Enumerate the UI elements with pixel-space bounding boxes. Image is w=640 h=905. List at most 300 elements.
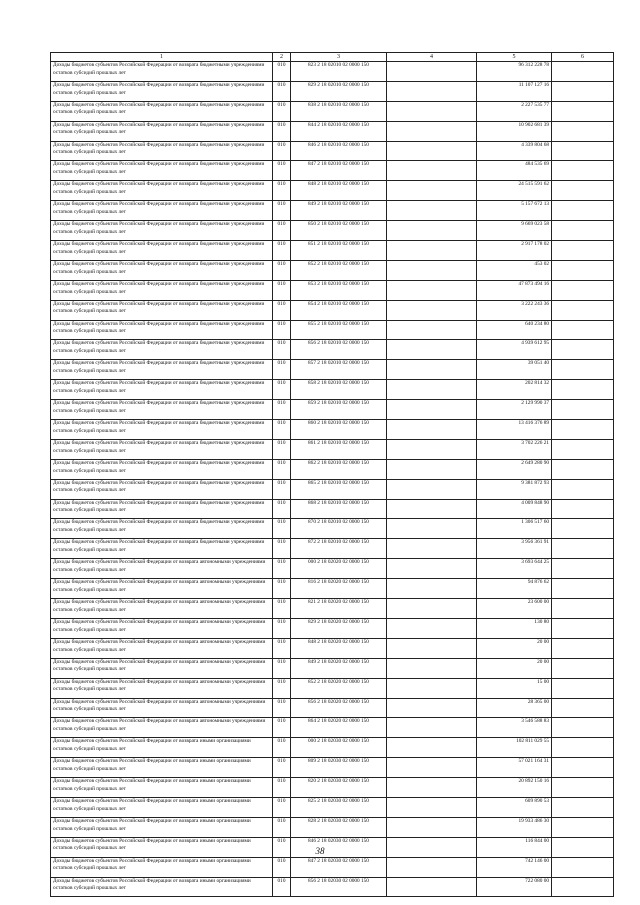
table-row xyxy=(51,459,614,479)
row-description: Доходы бюджетов субъектов Российской Федерации от возврата бюджетными учреждениями остатков субсидий прошлых лет xyxy=(51,539,273,559)
row-description: Доходы бюджетов субъектов Российской Федерации от возврата иными организациями остатков субсидий прошлых лет xyxy=(51,758,273,778)
row-col-6 xyxy=(552,340,614,360)
row-amount: 484 535 69 xyxy=(477,161,552,181)
row-amount: 202 814 32 xyxy=(477,380,552,400)
row-col-6 xyxy=(552,678,614,698)
table-row xyxy=(51,658,614,678)
row-col-4 xyxy=(387,479,477,499)
row-line-code: 010 xyxy=(273,101,291,121)
row-line-code: 010 xyxy=(273,360,291,380)
row-col-4 xyxy=(387,499,477,519)
row-amount: 2 917 178 02 xyxy=(477,241,552,261)
row-line-code: 010 xyxy=(273,420,291,440)
row-description: Доходы бюджетов субъектов Российской Федерации от возврата иными организациями остатков субсидий прошлых лет xyxy=(51,877,273,897)
row-budget-code: 847 2 18 02010 02 0000 150 xyxy=(291,161,387,181)
row-col-6 xyxy=(552,81,614,101)
row-col-6 xyxy=(552,201,614,221)
table-row xyxy=(51,519,614,539)
row-line-code: 010 xyxy=(273,439,291,459)
row-col-4 xyxy=(387,877,477,897)
row-description: Доходы бюджетов субъектов Российской Федерации от возврата бюджетными учреждениями остатков субсидий прошлых лет xyxy=(51,280,273,300)
row-budget-code: 820 2 18 02030 02 0000 150 xyxy=(291,778,387,798)
row-line-code: 010 xyxy=(273,121,291,141)
row-budget-code: 816 2 18 02020 02 0000 150 xyxy=(291,579,387,599)
row-description: Доходы бюджетов субъектов Российской Федерации от возврата бюджетными учреждениями остатков субсидий прошлых лет xyxy=(51,420,273,440)
table-row xyxy=(51,241,614,261)
table-row xyxy=(51,618,614,638)
row-col-6 xyxy=(552,638,614,658)
row-line-code: 010 xyxy=(273,678,291,698)
row-col-6 xyxy=(552,738,614,758)
row-col-6 xyxy=(552,519,614,539)
row-budget-code: 849 2 18 02020 02 0000 150 xyxy=(291,658,387,678)
row-description: Доходы бюджетов субъектов Российской Федерации от возврата автономными учреждениями остатков субсидий прошлых лет xyxy=(51,579,273,599)
row-description: Доходы бюджетов субъектов Российской Федерации от возврата бюджетными учреждениями остатков субсидий прошлых лет xyxy=(51,479,273,499)
header-col-4: 4 xyxy=(387,53,477,62)
row-line-code: 010 xyxy=(273,201,291,221)
row-line-code: 010 xyxy=(273,877,291,897)
row-description: Доходы бюджетов субъектов Российской Федерации от возврата иными организациями остатков субсидий прошлых лет xyxy=(51,738,273,758)
row-amount: 2 129 990 37 xyxy=(477,400,552,420)
row-amount: 19 933 486 30 xyxy=(477,817,552,837)
row-line-code: 010 xyxy=(273,618,291,638)
table-row xyxy=(51,599,614,619)
row-description: Доходы бюджетов субъектов Российской Федерации от возврата бюджетными учреждениями остатков субсидий прошлых лет xyxy=(51,241,273,261)
table-row xyxy=(51,559,614,579)
row-col-4 xyxy=(387,797,477,817)
row-col-6 xyxy=(552,479,614,499)
row-col-6 xyxy=(552,161,614,181)
row-col-4 xyxy=(387,360,477,380)
row-amount: 23 600 00 xyxy=(477,599,552,619)
row-col-6 xyxy=(552,400,614,420)
row-line-code: 010 xyxy=(273,599,291,619)
page-number: 38 xyxy=(315,846,325,856)
row-budget-code: 848 2 18 02010 02 0000 150 xyxy=(291,181,387,201)
row-budget-code: 862 2 18 02010 02 0000 150 xyxy=(291,459,387,479)
row-amount: 4 009 848 90 xyxy=(477,499,552,519)
row-budget-code: 856 2 18 02030 02 0000 150 xyxy=(291,877,387,897)
row-line-code: 010 xyxy=(273,797,291,817)
row-line-code: 010 xyxy=(273,559,291,579)
row-col-4 xyxy=(387,738,477,758)
table-row xyxy=(51,817,614,837)
row-col-6 xyxy=(552,141,614,161)
row-description: Доходы бюджетов субъектов Российской Федерации от возврата автономными учреждениями остатков субсидий прошлых лет xyxy=(51,698,273,718)
row-line-code: 010 xyxy=(273,181,291,201)
row-description: Доходы бюджетов субъектов Российской Федерации от возврата автономными учреждениями остатков субсидий прошлых лет xyxy=(51,618,273,638)
row-amount: 116 844 00 xyxy=(477,837,552,857)
row-line-code: 010 xyxy=(273,479,291,499)
row-line-code: 010 xyxy=(273,400,291,420)
row-description: Доходы бюджетов субъектов Российской Федерации от возврата бюджетными учреждениями остатков субсидий прошлых лет xyxy=(51,459,273,479)
row-budget-code: 828 2 18 02030 02 0000 150 xyxy=(291,817,387,837)
row-col-4 xyxy=(387,579,477,599)
row-line-code: 010 xyxy=(273,459,291,479)
row-col-4 xyxy=(387,559,477,579)
row-line-code: 010 xyxy=(273,380,291,400)
row-budget-code: 829 2 18 02010 02 0000 150 xyxy=(291,81,387,101)
header-col-5: 5 xyxy=(477,53,552,62)
row-budget-code: 855 2 18 02010 02 0000 150 xyxy=(291,320,387,340)
table-row xyxy=(51,539,614,559)
row-col-4 xyxy=(387,400,477,420)
row-col-6 xyxy=(552,439,614,459)
row-col-4 xyxy=(387,618,477,638)
row-col-6 xyxy=(552,758,614,778)
row-col-6 xyxy=(552,658,614,678)
row-amount: 5 157 672 13 xyxy=(477,201,552,221)
row-budget-code: 856 2 18 02010 02 0000 150 xyxy=(291,340,387,360)
row-description: Доходы бюджетов субъектов Российской Федерации от возврата автономными учреждениями остатков субсидий прошлых лет xyxy=(51,718,273,738)
row-col-6 xyxy=(552,778,614,798)
table-row xyxy=(51,638,614,658)
row-amount: 2 227 535 77 xyxy=(477,101,552,121)
row-line-code: 010 xyxy=(273,519,291,539)
table-row xyxy=(51,260,614,280)
row-description: Доходы бюджетов субъектов Российской Федерации от возврата бюджетными учреждениями остатков субсидий прошлых лет xyxy=(51,400,273,420)
row-col-4 xyxy=(387,539,477,559)
row-budget-code: 851 2 18 02010 02 0000 150 xyxy=(291,241,387,261)
row-amount: 3 956 361 91 xyxy=(477,539,552,559)
row-col-6 xyxy=(552,320,614,340)
row-budget-code: 864 2 18 02020 02 0000 150 xyxy=(291,718,387,738)
row-col-6 xyxy=(552,797,614,817)
row-col-4 xyxy=(387,62,477,82)
row-col-6 xyxy=(552,877,614,897)
row-col-4 xyxy=(387,380,477,400)
revenue-table xyxy=(50,52,614,897)
row-col-4 xyxy=(387,300,477,320)
row-col-6 xyxy=(552,420,614,440)
table-row xyxy=(51,738,614,758)
row-amount: 3 702 226 21 xyxy=(477,439,552,459)
row-line-code: 010 xyxy=(273,738,291,758)
row-amount: 4 339 804 68 xyxy=(477,141,552,161)
row-amount: 3 693 644 25 xyxy=(477,559,552,579)
row-col-4 xyxy=(387,161,477,181)
row-line-code: 010 xyxy=(273,320,291,340)
row-budget-code: 821 2 18 02020 02 0000 150 xyxy=(291,599,387,619)
row-budget-code: 847 2 18 02030 02 0000 150 xyxy=(291,857,387,877)
row-col-6 xyxy=(552,539,614,559)
row-description: Доходы бюджетов субъектов Российской Федерации от возврата бюджетными учреждениями остатков субсидий прошлых лет xyxy=(51,201,273,221)
row-line-code: 010 xyxy=(273,837,291,857)
row-col-6 xyxy=(552,380,614,400)
row-description: Доходы бюджетов субъектов Российской Федерации от возврата иными организациями остатков субсидий прошлых лет xyxy=(51,837,273,857)
row-budget-code: 852 2 18 02020 02 0000 150 xyxy=(291,678,387,698)
row-budget-code: 872 2 18 02010 02 0000 150 xyxy=(291,539,387,559)
row-amount: 47 873 494 16 xyxy=(477,280,552,300)
row-col-4 xyxy=(387,121,477,141)
table-row xyxy=(51,400,614,420)
row-amount: 742 146 00 xyxy=(477,857,552,877)
row-col-4 xyxy=(387,221,477,241)
row-description: Доходы бюджетов субъектов Российской Федерации от возврата бюджетными учреждениями остатков субсидий прошлых лет xyxy=(51,121,273,141)
table-row xyxy=(51,320,614,340)
row-budget-code: 000 2 18 02020 02 0000 150 xyxy=(291,559,387,579)
row-col-4 xyxy=(387,778,477,798)
row-amount: 20 00 xyxy=(477,638,552,658)
row-col-4 xyxy=(387,658,477,678)
row-col-4 xyxy=(387,280,477,300)
row-col-6 xyxy=(552,698,614,718)
row-line-code: 010 xyxy=(273,280,291,300)
row-col-6 xyxy=(552,260,614,280)
row-col-4 xyxy=(387,101,477,121)
row-amount: 3 546 588 83 xyxy=(477,718,552,738)
row-line-code: 010 xyxy=(273,81,291,101)
table-row xyxy=(51,280,614,300)
table-row xyxy=(51,221,614,241)
row-amount: 722 080 00 xyxy=(477,877,552,897)
row-budget-code: 868 2 18 02010 02 0000 150 xyxy=(291,499,387,519)
row-amount: 9 669 023 58 xyxy=(477,221,552,241)
row-description: Доходы бюджетов субъектов Российской Федерации от возврата бюджетными учреждениями остатков субсидий прошлых лет xyxy=(51,499,273,519)
header-row xyxy=(51,53,614,62)
row-amount: 11 107 127 16 xyxy=(477,81,552,101)
row-amount: 453 02 xyxy=(477,260,552,280)
table-row xyxy=(51,579,614,599)
row-amount: 102 811 029 55 xyxy=(477,738,552,758)
table-row xyxy=(51,101,614,121)
row-line-code: 010 xyxy=(273,857,291,877)
row-budget-code: 849 2 18 02010 02 0000 150 xyxy=(291,201,387,221)
row-col-4 xyxy=(387,241,477,261)
row-col-6 xyxy=(552,101,614,121)
row-line-code: 010 xyxy=(273,300,291,320)
row-amount: 57 021 164 31 xyxy=(477,758,552,778)
row-amount: 609 890 53 xyxy=(477,797,552,817)
header-col-1: 1 xyxy=(51,53,273,62)
row-description: Доходы бюджетов субъектов Российской Федерации от возврата автономными учреждениями остатков субсидий прошлых лет xyxy=(51,638,273,658)
table-row xyxy=(51,797,614,817)
row-col-4 xyxy=(387,519,477,539)
row-line-code: 010 xyxy=(273,62,291,82)
row-description: Доходы бюджетов субъектов Российской Федерации от возврата иными организациями остатков субсидий прошлых лет xyxy=(51,797,273,817)
row-description: Доходы бюджетов субъектов Российской Федерации от возврата автономными учреждениями остатков субсидий прошлых лет xyxy=(51,658,273,678)
row-col-4 xyxy=(387,857,477,877)
row-col-4 xyxy=(387,718,477,738)
table-row xyxy=(51,161,614,181)
table-row xyxy=(51,300,614,320)
row-line-code: 010 xyxy=(273,817,291,837)
row-col-4 xyxy=(387,638,477,658)
row-col-4 xyxy=(387,201,477,221)
row-col-4 xyxy=(387,758,477,778)
table-row xyxy=(51,81,614,101)
row-col-4 xyxy=(387,141,477,161)
row-budget-code: 857 2 18 02010 02 0000 150 xyxy=(291,360,387,380)
row-description: Доходы бюджетов субъектов Российской Федерации от возврата иными организациями остатков субсидий прошлых лет xyxy=(51,778,273,798)
row-col-6 xyxy=(552,181,614,201)
row-line-code: 010 xyxy=(273,141,291,161)
table-row xyxy=(51,420,614,440)
row-description: Доходы бюджетов субъектов Российской Федерации от возврата автономными учреждениями остатков субсидий прошлых лет xyxy=(51,559,273,579)
row-budget-code: 856 2 18 02020 02 0000 150 xyxy=(291,698,387,718)
row-description: Доходы бюджетов субъектов Российской Федерации от возврата бюджетными учреждениями остатков субсидий прошлых лет xyxy=(51,181,273,201)
row-description: Доходы бюджетов субъектов Российской Федерации от возврата бюджетными учреждениями остатков субсидий прошлых лет xyxy=(51,221,273,241)
row-line-code: 010 xyxy=(273,340,291,360)
row-line-code: 010 xyxy=(273,778,291,798)
row-col-4 xyxy=(387,599,477,619)
table-row xyxy=(51,678,614,698)
table-row xyxy=(51,718,614,738)
row-description: Доходы бюджетов субъектов Российской Федерации от возврата бюджетными учреждениями остатков субсидий прошлых лет xyxy=(51,439,273,459)
row-budget-code: 846 2 18 02030 02 0000 150 xyxy=(291,837,387,857)
row-col-6 xyxy=(552,221,614,241)
row-budget-code: 846 2 18 02010 02 0000 150 xyxy=(291,141,387,161)
row-col-6 xyxy=(552,599,614,619)
table-row xyxy=(51,201,614,221)
row-budget-code: 852 2 18 02010 02 0000 150 xyxy=(291,260,387,280)
row-description: Доходы бюджетов субъектов Российской Федерации от возврата бюджетными учреждениями остатков субсидий прошлых лет xyxy=(51,260,273,280)
row-budget-code: 854 2 18 02010 02 0000 150 xyxy=(291,300,387,320)
row-col-6 xyxy=(552,62,614,82)
row-budget-code: 858 2 18 02010 02 0000 150 xyxy=(291,380,387,400)
row-line-code: 010 xyxy=(273,539,291,559)
table-row xyxy=(51,479,614,499)
table-row xyxy=(51,121,614,141)
row-description: Доходы бюджетов субъектов Российской Федерации от возврата бюджетными учреждениями остатков субсидий прошлых лет xyxy=(51,300,273,320)
row-description: Доходы бюджетов субъектов Российской Федерации от возврата автономными учреждениями остатков субсидий прошлых лет xyxy=(51,599,273,619)
row-budget-code: 859 2 18 02010 02 0000 150 xyxy=(291,400,387,420)
row-budget-code: 844 2 18 02010 02 0000 150 xyxy=(291,121,387,141)
table-body xyxy=(51,62,614,897)
row-col-4 xyxy=(387,698,477,718)
row-amount: 3 222 243 36 xyxy=(477,300,552,320)
row-budget-code: 825 2 18 02030 02 0000 150 xyxy=(291,797,387,817)
row-line-code: 010 xyxy=(273,161,291,181)
row-amount: 20 00 xyxy=(477,658,552,678)
row-budget-code: 865 2 18 02010 02 0000 150 xyxy=(291,479,387,499)
header-col-2: 2 xyxy=(273,53,291,62)
row-description: Доходы бюджетов субъектов Российской Федерации от возврата бюджетными учреждениями остатков субсидий прошлых лет xyxy=(51,101,273,121)
row-line-code: 010 xyxy=(273,221,291,241)
row-description: Доходы бюджетов субъектов Российской Федерации от возврата бюджетными учреждениями остатков субсидий прошлых лет xyxy=(51,81,273,101)
table-row xyxy=(51,758,614,778)
row-line-code: 010 xyxy=(273,579,291,599)
table-row xyxy=(51,857,614,877)
row-budget-code: 861 2 18 02010 02 0000 150 xyxy=(291,439,387,459)
row-budget-code: 853 2 18 02010 02 0000 150 xyxy=(291,280,387,300)
table-row xyxy=(51,340,614,360)
row-col-4 xyxy=(387,439,477,459)
row-col-6 xyxy=(552,857,614,877)
row-amount: 24 515 591 62 xyxy=(477,181,552,201)
row-col-4 xyxy=(387,81,477,101)
row-amount: 94 876 62 xyxy=(477,579,552,599)
row-col-6 xyxy=(552,817,614,837)
row-description: Доходы бюджетов субъектов Российской Федерации от возврата бюджетными учреждениями остатков субсидий прошлых лет xyxy=(51,519,273,539)
table-row xyxy=(51,141,614,161)
row-amount: 4 939 612 95 xyxy=(477,340,552,360)
row-col-6 xyxy=(552,121,614,141)
row-amount: 130 80 xyxy=(477,618,552,638)
row-description: Доходы бюджетов субъектов Российской Федерации от возврата бюджетными учреждениями остатков субсидий прошлых лет xyxy=(51,380,273,400)
row-col-4 xyxy=(387,260,477,280)
row-description: Доходы бюджетов субъектов Российской Федерации от возврата бюджетными учреждениями остатков субсидий прошлых лет xyxy=(51,141,273,161)
row-description: Доходы бюджетов субъектов Российской Федерации от возврата иными организациями остатков субсидий прошлых лет xyxy=(51,857,273,877)
row-amount: 10 902 681 39 xyxy=(477,121,552,141)
row-amount: 2 649 280 90 xyxy=(477,459,552,479)
row-col-6 xyxy=(552,499,614,519)
row-line-code: 010 xyxy=(273,260,291,280)
row-col-4 xyxy=(387,420,477,440)
row-description: Доходы бюджетов субъектов Российской Федерации от возврата иными организациями остатков субсидий прошлых лет xyxy=(51,817,273,837)
row-col-4 xyxy=(387,340,477,360)
row-line-code: 010 xyxy=(273,698,291,718)
row-description: Доходы бюджетов субъектов Российской Федерации от возврата бюджетными учреждениями остатков субсидий прошлых лет xyxy=(51,360,273,380)
row-budget-code: 848 2 18 02020 02 0000 150 xyxy=(291,638,387,658)
row-budget-code: 850 2 18 02010 02 0000 150 xyxy=(291,221,387,241)
row-col-6 xyxy=(552,618,614,638)
table-row xyxy=(51,62,614,82)
row-line-code: 010 xyxy=(273,658,291,678)
row-line-code: 010 xyxy=(273,638,291,658)
table-row xyxy=(51,439,614,459)
row-budget-code: 838 2 18 02010 02 0000 150 xyxy=(291,101,387,121)
row-description: Доходы бюджетов субъектов Российской Федерации от возврата бюджетными учреждениями остатков субсидий прошлых лет xyxy=(51,320,273,340)
header-col-3: 3 xyxy=(291,53,387,62)
row-amount: 15 00 xyxy=(477,678,552,698)
row-line-code: 010 xyxy=(273,241,291,261)
row-amount: 640 234 80 xyxy=(477,320,552,340)
row-col-6 xyxy=(552,360,614,380)
table-row xyxy=(51,698,614,718)
header-col-6: 6 xyxy=(552,53,614,62)
row-description: Доходы бюджетов субъектов Российской Федерации от возврата бюджетными учреждениями остатков субсидий прошлых лет xyxy=(51,340,273,360)
row-description: Доходы бюджетов субъектов Российской Федерации от возврата бюджетными учреждениями остатков субсидий прошлых лет xyxy=(51,161,273,181)
table-row xyxy=(51,778,614,798)
row-description: Доходы бюджетов субъектов Российской Федерации от возврата автономными учреждениями остатков субсидий прошлых лет xyxy=(51,678,273,698)
row-col-6 xyxy=(552,459,614,479)
row-budget-code: 000 2 18 02030 02 0000 150 xyxy=(291,738,387,758)
row-amount: 13 416 376 89 xyxy=(477,420,552,440)
row-amount: 1 306 517 60 xyxy=(477,519,552,539)
row-amount: 28 365 00 xyxy=(477,698,552,718)
row-description: Доходы бюджетов субъектов Российской Федерации от возврата бюджетными учреждениями остатков субсидий прошлых лет xyxy=(51,62,273,82)
row-amount: 9 381 872 93 xyxy=(477,479,552,499)
row-col-6 xyxy=(552,241,614,261)
table-row xyxy=(51,499,614,519)
row-col-4 xyxy=(387,817,477,837)
row-budget-code: 809 2 18 02030 02 0000 150 xyxy=(291,758,387,778)
table-row xyxy=(51,380,614,400)
row-col-6 xyxy=(552,559,614,579)
row-col-4 xyxy=(387,678,477,698)
table-row xyxy=(51,877,614,897)
row-col-4 xyxy=(387,181,477,201)
table-header xyxy=(51,53,614,62)
row-budget-code: 860 2 18 02010 02 0000 150 xyxy=(291,420,387,440)
table-row xyxy=(51,181,614,201)
row-amount: 39 051 40 xyxy=(477,360,552,380)
row-line-code: 010 xyxy=(273,718,291,738)
row-budget-code: 870 2 18 02010 02 0000 150 xyxy=(291,519,387,539)
row-col-6 xyxy=(552,300,614,320)
row-amount: 20 892 150 16 xyxy=(477,778,552,798)
row-line-code: 010 xyxy=(273,758,291,778)
table-row xyxy=(51,360,614,380)
row-budget-code: 823 2 18 02010 02 0000 150 xyxy=(291,62,387,82)
row-line-code: 010 xyxy=(273,499,291,519)
row-amount: 96 312 228 78 xyxy=(477,62,552,82)
row-col-6 xyxy=(552,280,614,300)
row-col-4 xyxy=(387,320,477,340)
row-col-6 xyxy=(552,579,614,599)
row-budget-code: 829 2 18 02020 02 0000 150 xyxy=(291,618,387,638)
